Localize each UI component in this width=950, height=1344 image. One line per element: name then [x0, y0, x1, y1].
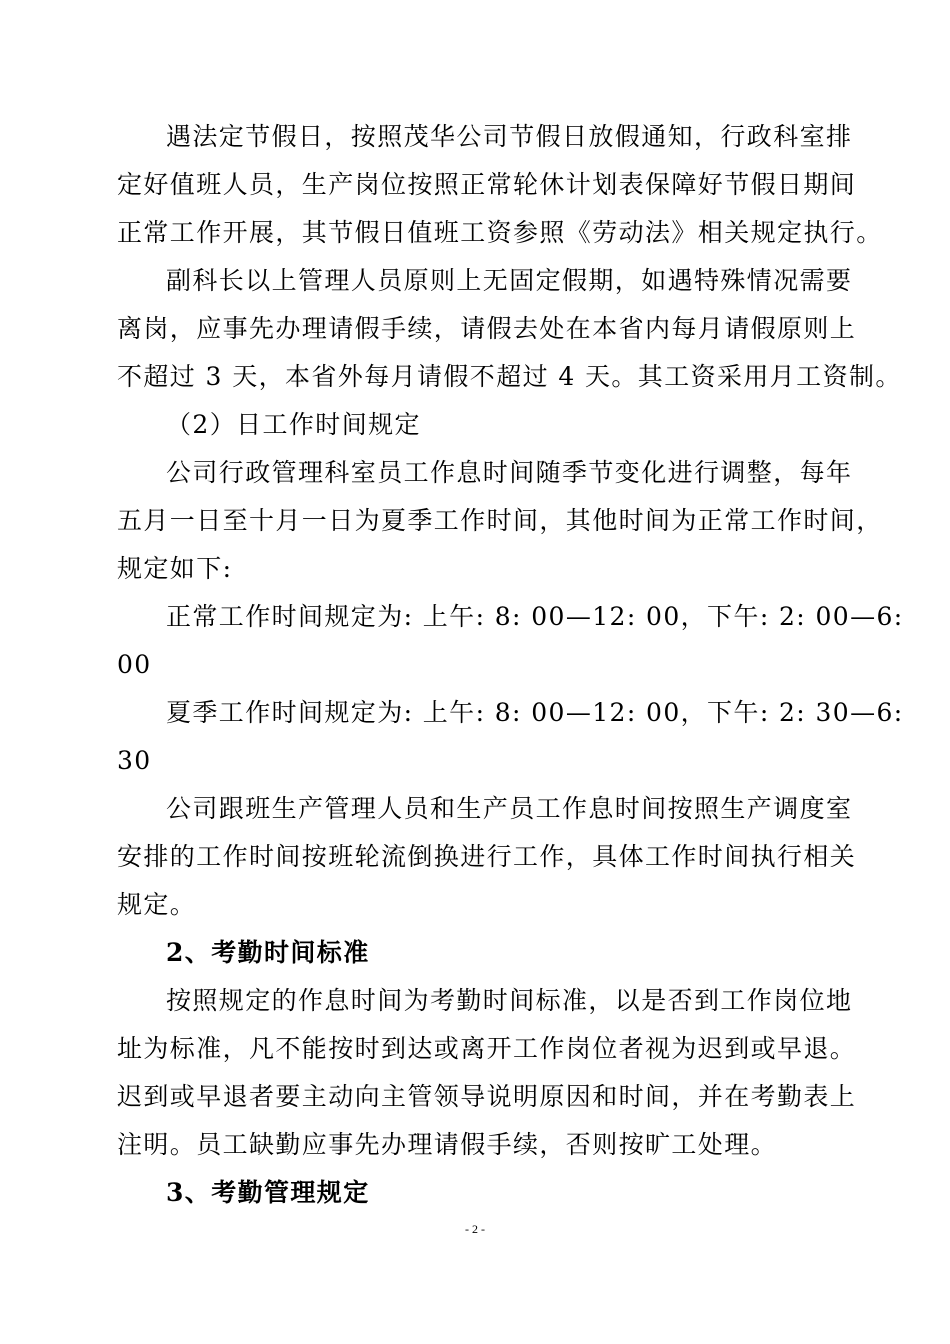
page-number: - 2 -	[465, 1222, 485, 1236]
paragraph-production-line-1: 公司跟班生产管理人员和生产员工作息时间按照生产调度室	[166, 794, 853, 823]
paragraph-production-line-3: 规定。	[117, 890, 197, 919]
paragraph-managers-line-2: 离岗，应事先办理请假手续，请假去处在本省内每月请假原则上	[117, 314, 857, 343]
paragraph-schedule-line-1: 公司行政管理科室员工作息时间随季节变化进行调整，每年	[166, 458, 853, 487]
heading-attendance-standard: 2、考勤时间标准	[166, 938, 370, 967]
normal-hours-line-2: 00	[117, 650, 152, 679]
summer-hours-line-1: 夏季工作时间规定为: 上午: 8: 00—12: 00，下午: 2: 30—6:	[166, 698, 904, 727]
paragraph-holiday-line-2: 定好值班人员，生产岗位按照正常轮休计划表保障好节假日期间	[117, 170, 857, 199]
paragraph-production-line-2: 安排的工作时间按班轮流倒换进行工作，具体工作时间执行相关	[117, 842, 857, 871]
paragraph-attendance-line-4: 注明。员工缺勤应事先办理请假手续，否则按旷工处理。	[117, 1130, 778, 1159]
paragraph-managers-line-1: 副科长以上管理人员原则上无固定假期，如遇特殊情况需要	[166, 266, 853, 295]
summer-hours-line-2: 30	[117, 746, 152, 775]
normal-hours-line-1: 正常工作时间规定为: 上午: 8: 00—12: 00，下午: 2: 00—6:	[166, 602, 904, 631]
paragraph-attendance-line-3: 迟到或早退者要主动向主管领导说明原因和时间，并在考勤表上	[117, 1082, 857, 1111]
paragraph-managers-line-3: 不超过 3 天，本省外每月请假不超过 4 天。其工资采用月工资制。	[117, 362, 902, 391]
paragraph-holiday-line-3: 正常工作开展，其节假日值班工资参照《劳动法》相关规定执行。	[117, 218, 883, 247]
paragraph-attendance-line-1: 按照规定的作息时间为考勤时间标准，以是否到工作岗位地	[166, 986, 853, 1015]
paragraph-holiday-line-1: 遇法定节假日，按照茂华公司节假日放假通知，行政科室排	[166, 122, 853, 151]
heading-attendance-management: 3、考勤管理规定	[166, 1178, 370, 1207]
paragraph-attendance-line-2: 址为标准，凡不能按时到达或离开工作岗位者视为迟到或早退。	[117, 1034, 857, 1063]
paragraph-schedule-line-3: 规定如下:	[117, 554, 233, 583]
paragraph-schedule-line-2: 五月一日至十月一日为夏季工作时间，其他时间为正常工作时间，	[117, 506, 883, 535]
subheading-daily-work-time: （2）日工作时间规定	[166, 410, 421, 439]
